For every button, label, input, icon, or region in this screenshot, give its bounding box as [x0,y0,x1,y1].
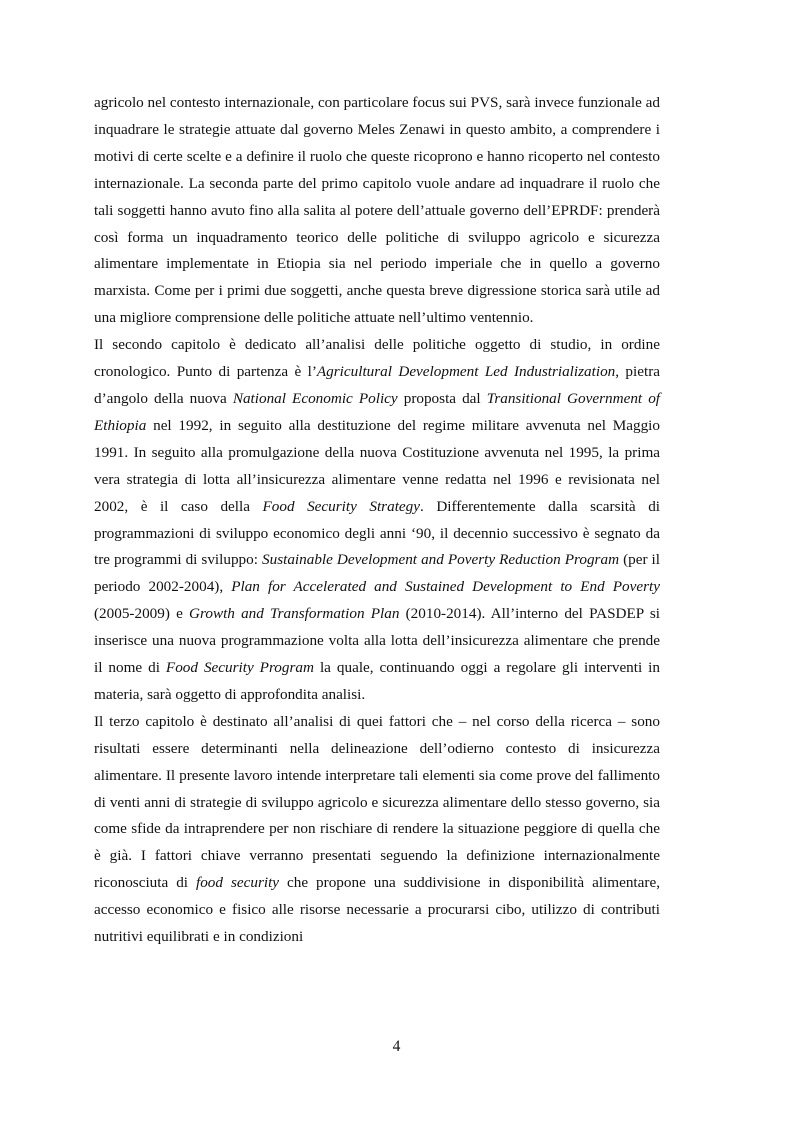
page-number: 4 [392,1038,401,1055]
text-run: , pietra d’angolo della nuova [94,363,661,407]
text-run: . Differentemente dalla scarsità di programmazioni di sviluppo economico degli anni ‘90, il decennio successivo è segnato da tre programmi di sviluppo: [94,497,661,569]
italic-term: food security [195,874,280,892]
paragraph-2 [94,332,660,709]
text-run: che propone una suddivisione in disponibilità alimentare, accesso economico e fisico alle risorse necessarie a procurarsi cibo, utilizzo di contributi nutritivi equilibrati e in condizioni [94,874,660,946]
text-run: Il secondo capitolo è dedicato all’analisi delle politiche oggetto di studio, in ordine cronologico. Punto di partenza è l’ [94,336,660,381]
paragraph-3 [94,709,660,951]
text-run: agricolo nel contesto internazionale, con particolare focus sui PVS, sarà invece funzionale ad inquadrare le strategie attuate dal governo Meles Zenawi in questo ambito, a comprendere i motivi di certe scelte e a definire il ruolo che queste ricoprono e hanno ricoperto nel contesto internazionale. La seconda parte del primo capitolo vuole andare ad inquadrare il ruolo che tali soggetti hanno avuto fino alla salita al potere dell’attuale governo dell’EPRDF: prenderà così forma un inquadramento teorico delle politiche di sviluppo agricolo e sicurezza alimentare implementate in Etiopia sia nel periodo imperiale che in quello a governo marxista. Come per i primi due soggetti, anche questa breve digressione storica sarà utile ad una migliore comprensione delle politiche attuate nell’ultimo ventennio. [94,94,660,327]
italic-term: Plan for Accelerated and Sustained Development to End Poverty [231,578,660,596]
text-run: la quale, continuando oggi a regolare gli interventi in materia, sarà oggetto di approfondita analisi. [94,659,660,703]
italic-term: Food Security Program [165,659,314,677]
body-text [94,90,660,951]
italic-term: National Economic Policy [232,389,398,407]
text-run: (2005-2009) e [94,605,190,623]
text-run: Il terzo capitolo è destinato all’analisi di quei fattori che – nel corso della ricerca – sono risultati essere determinanti nella delineazione dell’odierno contesto di insicurezza alimentare. Il presente lavoro intende interpretare tali elementi sia come prove del fallimento di venti anni di strategie di sviluppo agricolo e sicurezza alimentare dello stesso governo, sia come sfide da intraprendere per non rischiare di rendere la situazione peggiore di quella che è già. I fattori chiave verranno presentati seguendo la definizione internazionalmente riconosciuta di [94,712,660,892]
italic-term: Food Security Strategy [262,497,420,515]
paragraph-1 [94,90,660,332]
italic-term: Growth and Transformation Plan [189,605,400,623]
text-run: nel 1992, in seguito alla destituzione del regime militare avvenuta nel Maggio 1991. In seguito alla promulgazione della nuova Costituzione avvenuta nel 1995, la prima vera strategia di lotta all’insicurezza alimentare venne redatta nel 1996 e revisionata nel 2002, è il caso della [94,416,660,515]
text-run: proposta dal [397,389,487,407]
italic-term: Transitional Government of Ethiopia [94,389,661,434]
italic-term: Sustainable Development and Poverty Reduction Program [262,551,620,569]
text-run: (per il periodo 2002-2004), [94,551,660,596]
text-run: (2010-2014). All’interno del PASDEP si inserisce una nuova programmazione volta alla lotta dell’insicurezza alimentare che prende il nome di [94,605,660,677]
italic-term: Agricultural Development Led Industrialization [316,363,616,381]
